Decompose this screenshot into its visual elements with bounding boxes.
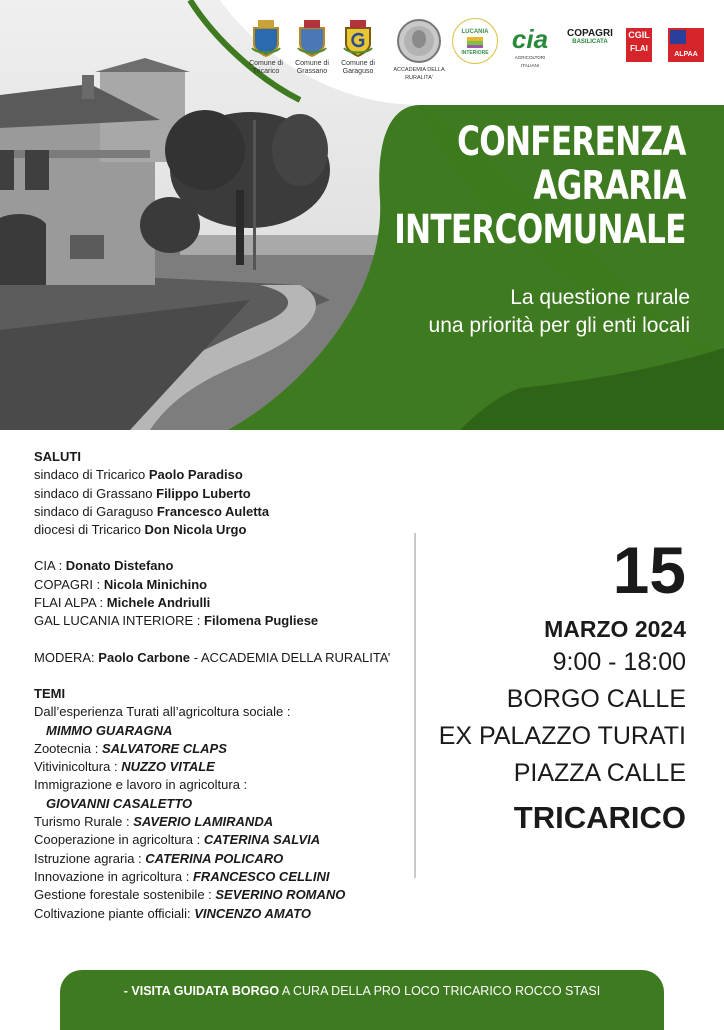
cia-logo: cia AGRICOLTORI ITALIANI: [506, 18, 554, 70]
tema-item: Zootecnia : SALVATORE CLAPS: [34, 740, 227, 756]
org-item: GAL LUCANIA INTERIORE : Filomena Pugliese: [34, 613, 319, 629]
event-city: TRICARICO: [513, 800, 686, 835]
tema-item: Cooperazione in agricoltura : CATERINA SALVIA: [34, 832, 321, 848]
logo-caption: AGRICOLTORI ITALIANI: [514, 55, 546, 68]
saluti-item: sindaco di Garaguso Francesco Auletta: [34, 503, 270, 519]
comune-grassano-logo: [290, 18, 334, 76]
accademia-ruralita-logo: [388, 18, 450, 82]
shield-icon: [250, 18, 282, 58]
event-month: MARZO 2024: [544, 616, 686, 642]
alpaa-logo: ALPAA: [668, 18, 706, 62]
tema-item: Gestione forestale sostenibile : SEVERINO ROMANO: [34, 887, 346, 903]
org-item: CIA : Donato Distefano: [34, 558, 174, 574]
tema-item: Dall’esperienza Turati all’agricoltura sociale :: [34, 704, 291, 720]
hero: [0, 0, 724, 430]
org-item: COPAGRI : Nicola Minichino: [34, 576, 208, 592]
moderator: MODERA: Paolo Carbone - ACCADEMIA DELLA RURALITA’: [34, 649, 391, 665]
program-column: [34, 448, 414, 923]
saluti-heading: SALUTI: [34, 449, 81, 464]
tema-item: Coltivazione piante officiali: VINCENZO AMATO: [34, 905, 311, 921]
event-time: 9:00 - 18:00: [552, 648, 686, 676]
logo-caption: ACCADEMIA DELLA RURALITA': [393, 67, 445, 81]
tema-item: Turismo Rurale : SAVERIO LAMIRANDA: [34, 814, 274, 830]
temi-heading: TEMI: [34, 685, 66, 701]
shield-g-icon: [342, 18, 374, 58]
logo-caption: Comune di: [249, 60, 283, 67]
tema-speaker: GIOVANNI CASALETTO: [46, 795, 193, 811]
saluti-item: sindaco di Grassano Filippo Luberto: [34, 485, 251, 501]
gal-lucania-logo: LUCANIA INTERIORE: [452, 18, 500, 64]
page-title: CONFERENZA AGRARIA INTERCOMUNALE: [394, 119, 686, 253]
event-place-line: PIAZZA CALLE: [513, 759, 686, 787]
tema-item: Vitivinicoltura : NUZZO VITALE: [34, 759, 215, 775]
copagri-logo: COPAGRI BASILICATA: [567, 28, 613, 45]
coin-icon: [396, 18, 442, 64]
event-place-line: BORGO CALLE: [506, 685, 686, 713]
tema-item: Istruzione agraria : CATERINA POLICARO: [34, 850, 284, 866]
column-divider: [414, 533, 416, 878]
cgil-flai-logo: CGIL FLAI: [626, 18, 654, 62]
comune-garaguso-logo: [336, 18, 380, 76]
event-info: [439, 532, 686, 838]
footer-text: - VISITA GUIDATA BORGO A CURA DELLA PRO LOCO TRICARICO ROCCO STASI: [123, 984, 601, 998]
saluti-item: diocesi di Tricarico Don Nicola Urgo: [34, 522, 247, 538]
logo-strip: [240, 18, 710, 88]
event-day: 15: [612, 533, 686, 607]
comune-tricarico-logo: [246, 18, 286, 76]
event-place-line: EX PALAZZO TURATI: [438, 722, 686, 750]
shield-icon: [296, 18, 328, 58]
tema-item: Immigrazione e lavoro in agricoltura :: [34, 777, 248, 793]
logo-caption: Tricarico: [252, 68, 280, 75]
saluti-item: sindaco di Tricarico Paolo Paradiso: [34, 467, 243, 483]
logo-caption: Comune di: [341, 60, 375, 67]
tema-item: Innovazione in agricoltura : FRANCESCO CELLINI: [34, 868, 330, 884]
logo-caption: Comune di: [295, 60, 329, 67]
tema-speaker: MIMMO GUARAGNA: [46, 722, 173, 738]
footer-banner: [60, 970, 664, 1030]
logo-caption: Garaguso: [342, 68, 374, 75]
subtitle: La questione rurale una priorità per gli enti locali: [428, 286, 690, 337]
logo-caption: Grassano: [296, 68, 328, 75]
org-item: FLAI ALPA : Michele Andriulli: [34, 595, 211, 611]
